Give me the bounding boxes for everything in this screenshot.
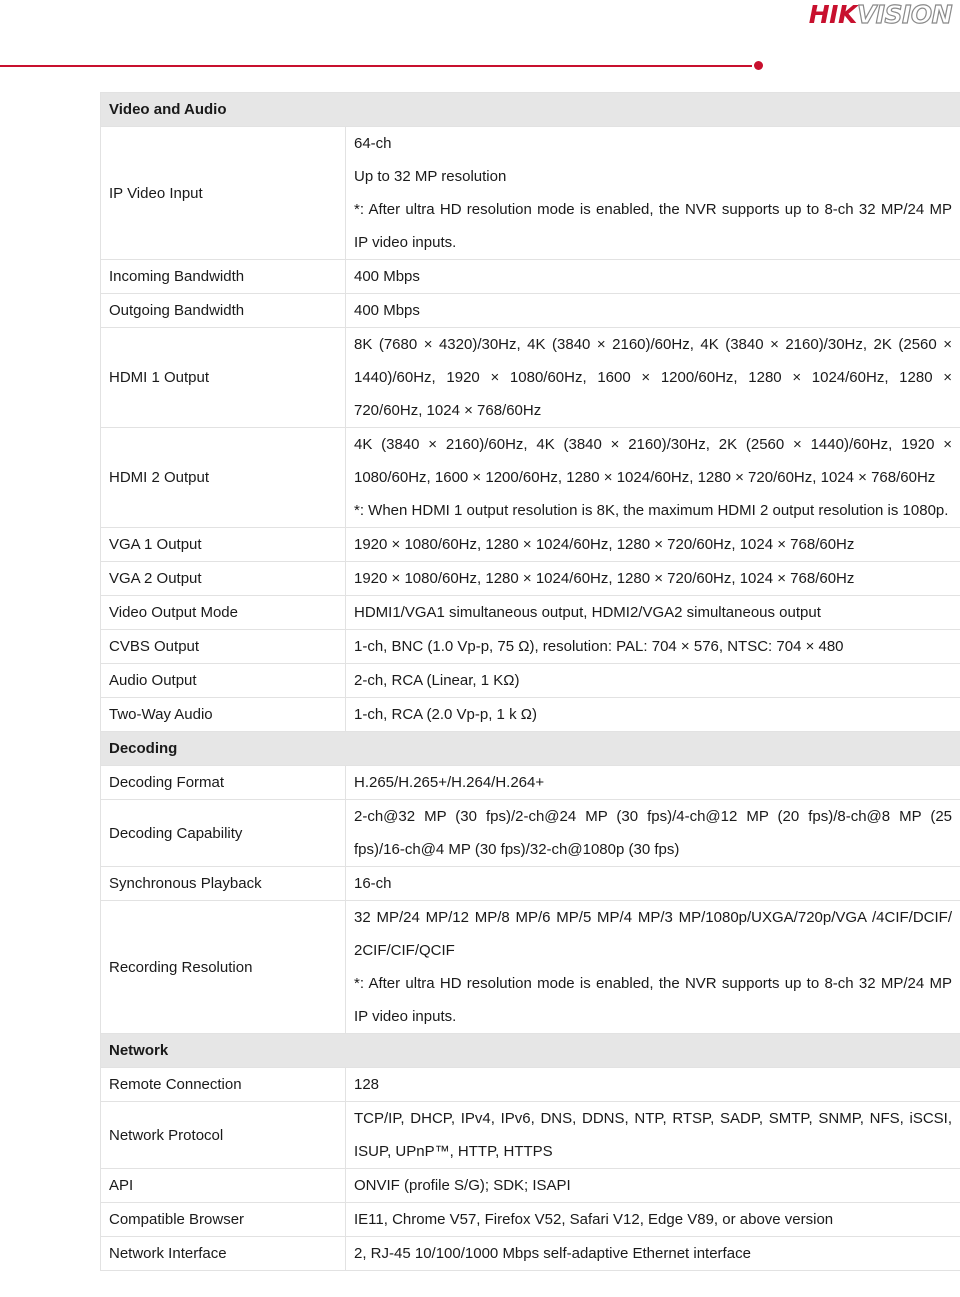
spec-row	[101, 1068, 960, 1102]
spec-table	[100, 92, 960, 1271]
spec-value	[346, 1237, 960, 1271]
spec-label: Two-Way Audio	[101, 698, 346, 732]
spec-value-line: *: After ultra HD resolution mode is enabled, the NVR supports up to 8-ch 32 MP/24 MP IP video inputs.	[354, 975, 953, 1025]
section-title: Video and Audio	[101, 93, 960, 127]
section-title: Decoding	[101, 732, 960, 766]
spec-row	[101, 664, 960, 698]
spec-row	[101, 596, 960, 630]
spec-row	[101, 698, 960, 732]
spec-row	[101, 630, 960, 664]
spec-row	[101, 1169, 960, 1203]
spec-value	[346, 664, 960, 698]
spec-value	[346, 1068, 960, 1102]
section-title: Network	[101, 1034, 960, 1068]
spec-label: Remote Connection	[101, 1068, 346, 1102]
spec-value-line: Up to 32 MP resolution	[354, 168, 507, 185]
spec-value-line: 16-ch	[354, 875, 392, 892]
spec-value-line: 2-ch@32 MP (30 fps)/2-ch@24 MP (30 fps)/4-ch@12 MP (20 fps)/8-ch@8 MP (25 fps)/16-ch@4 MP (30 fps)/32-ch@1080p (30 fps)	[354, 808, 953, 858]
spec-value-line: 2-ch, RCA (Linear, 1 KΩ)	[354, 672, 520, 689]
spec-value	[346, 294, 960, 328]
spec-table-body	[101, 93, 960, 1271]
spec-value	[346, 596, 960, 630]
spec-row	[101, 867, 960, 901]
spec-value	[346, 127, 960, 260]
section-header-row	[101, 1034, 960, 1068]
spec-value	[346, 698, 960, 732]
spec-label: VGA 2 Output	[101, 562, 346, 596]
spec-label: CVBS Output	[101, 630, 346, 664]
spec-row	[101, 1237, 960, 1271]
spec-label: Incoming Bandwidth	[101, 260, 346, 294]
spec-value-line: 8K (7680 × 4320)/30Hz, 4K (3840 × 2160)/60Hz, 4K (3840 × 2160)/30Hz, 2K (2560 × 1440)/60Hz, 1920 × 1080/60Hz, 1600 × 1200/60Hz, 1280 × 1024/60Hz, 1280 × 720/60Hz, 1024 × 768/60Hz	[354, 336, 953, 419]
spec-value-line: 1-ch, BNC (1.0 Vp-p, 75 Ω), resolution: PAL: 704 × 576, NTSC: 704 × 480	[354, 638, 844, 655]
spec-label: HDMI 2 Output	[101, 428, 346, 528]
spec-label: IP Video Input	[101, 127, 346, 260]
spec-value-line: H.265/H.265+/H.264/H.264+	[354, 774, 545, 791]
spec-value-line: TCP/IP, DHCP, IPv4, IPv6, DNS, DDNS, NTP, RTSP, SADP, SMTP, SNMP, NFS, iSCSI, ISUP, UPnP™, HTTP, HTTPS	[354, 1110, 953, 1160]
spec-value-line: 400 Mbps	[354, 302, 420, 319]
spec-value-line: 1920 × 1080/60Hz, 1280 × 1024/60Hz, 1280 × 720/60Hz, 1024 × 768/60Hz	[354, 536, 855, 553]
spec-value	[346, 328, 960, 428]
spec-value-line: 1-ch, RCA (2.0 Vp-p, 1 k Ω)	[354, 706, 537, 723]
spec-row	[101, 294, 960, 328]
spec-row	[101, 1203, 960, 1237]
spec-value	[346, 1203, 960, 1237]
spec-row	[101, 1102, 960, 1169]
section-header-row	[101, 93, 960, 127]
hikvision-logo	[809, 1, 952, 29]
spec-label: Recording Resolution	[101, 901, 346, 1034]
spec-label: Audio Output	[101, 664, 346, 698]
spec-value	[346, 630, 960, 664]
spec-label: Outgoing Bandwidth	[101, 294, 346, 328]
logo-outline-part: VISION	[856, 0, 952, 29]
spec-value-line: 2, RJ-45 10/100/1000 Mbps self-adaptive Ethernet interface	[354, 1245, 751, 1262]
spec-label: Network Interface	[101, 1237, 346, 1271]
spec-value	[346, 867, 960, 901]
spec-value	[346, 428, 960, 528]
header-divider	[0, 65, 752, 67]
spec-value-line: 64-ch	[354, 135, 392, 152]
spec-label: Decoding Capability	[101, 800, 346, 867]
spec-value-line: *: When HDMI 1 output resolution is 8K, the maximum HDMI 2 output resolution is 1080p.	[354, 502, 949, 519]
spec-label: Synchronous Playback	[101, 867, 346, 901]
spec-value-line: IE11, Chrome V57, Firefox V52, Safari V12, Edge V89, or above version	[354, 1211, 834, 1228]
spec-label: VGA 1 Output	[101, 528, 346, 562]
section-header-row	[101, 732, 960, 766]
spec-label: Compatible Browser	[101, 1203, 346, 1237]
spec-value	[346, 1169, 960, 1203]
spec-row	[101, 260, 960, 294]
spec-row	[101, 328, 960, 428]
spec-value	[346, 528, 960, 562]
spec-value	[346, 1102, 960, 1169]
spec-row	[101, 766, 960, 800]
spec-value-line: ONVIF (profile S/G); SDK; ISAPI	[354, 1177, 571, 1194]
spec-value	[346, 901, 960, 1034]
spec-label: API	[101, 1169, 346, 1203]
header-divider-dot	[754, 61, 763, 70]
spec-label: Video Output Mode	[101, 596, 346, 630]
spec-row	[101, 127, 960, 260]
spec-value-line: 32 MP/24 MP/12 MP/8 MP/6 MP/5 MP/4 MP/3 MP/1080p/UXGA/720p/VGA /4CIF/DCIF/ 2CIF/CIF/QCIF	[354, 909, 953, 959]
spec-value	[346, 260, 960, 294]
spec-label: HDMI 1 Output	[101, 328, 346, 428]
spec-value-line: 128	[354, 1076, 380, 1093]
spec-value	[346, 766, 960, 800]
spec-row	[101, 562, 960, 596]
spec-label: Decoding Format	[101, 766, 346, 800]
spec-value-line: 400 Mbps	[354, 268, 420, 285]
spec-value-line: HDMI1/VGA1 simultaneous output, HDMI2/VGA2 simultaneous output	[354, 604, 821, 621]
spec-value-line: 4K (3840 × 2160)/60Hz, 4K (3840 × 2160)/30Hz, 2K (2560 × 1440)/60Hz, 1920 × 1080/60Hz, 1600 × 1200/60Hz, 1280 × 1024/60Hz, 1280 × 720/60Hz, 1024 × 768/60Hz	[354, 436, 953, 486]
spec-row	[101, 428, 960, 528]
spec-value	[346, 562, 960, 596]
spec-value-line: 1920 × 1080/60Hz, 1280 × 1024/60Hz, 1280 × 720/60Hz, 1024 × 768/60Hz	[354, 570, 855, 587]
spec-label: Network Protocol	[101, 1102, 346, 1169]
spec-row	[101, 901, 960, 1034]
spec-value-line: *: After ultra HD resolution mode is enabled, the NVR supports up to 8-ch 32 MP/24 MP IP video inputs.	[354, 201, 953, 251]
spec-row	[101, 528, 960, 562]
logo-red-part: HIK	[808, 0, 857, 29]
spec-value	[346, 800, 960, 867]
spec-row	[101, 800, 960, 867]
